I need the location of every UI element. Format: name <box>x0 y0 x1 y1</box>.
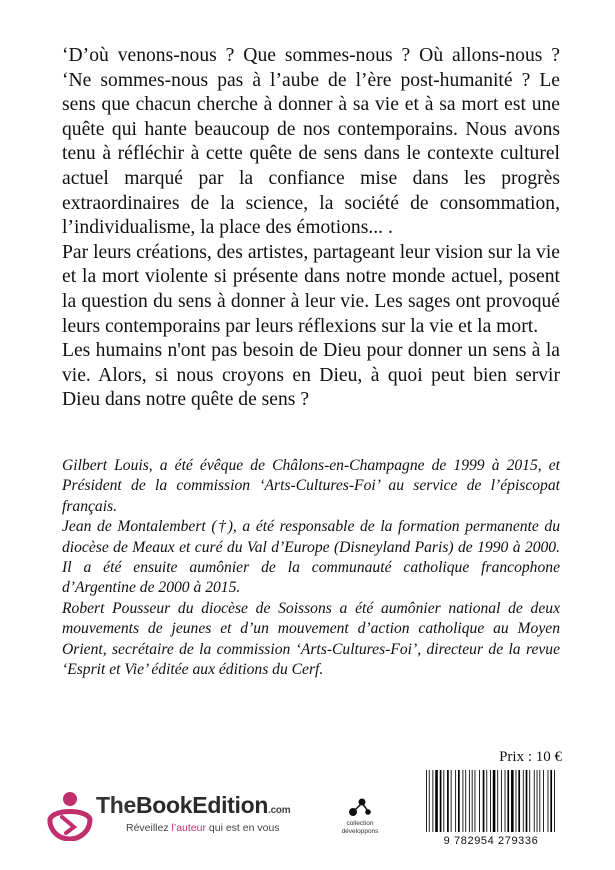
tagline-post: qui est en vous <box>205 822 280 834</box>
summary-paragraph-1: ‘D’où venons-nous ? Que sommes-nous ? Où allons-nous ? ‘Ne sommes-nous pas à l’aube de l’ère post-humanité ? Le sens que chacun cherche à donner à sa vie et à sa mort est une quête qui hante beaucoup de nos contemporains. Nous avons tenu à réfléchir à cette quête de sens dans le contexte culturel actuel marqué par la confiance mise dans les progrès extraordinaires de la science, la société de consommation, l’individualisme, la place des émotions... . <box>62 45 560 239</box>
summary-paragraph-2: Par leurs créations, des artistes, partageant leur vision sur la vie et la mort violente si présente dans notre monde actuel, posent la question du sens à donner à leur vie. Les sages ont provoqué leurs contemporains par leurs réflexions sur la vie et la mort. <box>62 241 560 337</box>
tagline-highlight: l’auteur <box>171 822 206 834</box>
collection-line-1: collection <box>346 820 374 827</box>
price-label: Prix : 10 € <box>499 749 562 765</box>
publisher-logo <box>44 789 324 849</box>
tagline-pre: Réveillez <box>126 822 172 834</box>
bio-robert-pousseur: Robert Pousseur du diocèse de Soissons a été aumônier national de deux mouvements de jeunes et d’un mouvement d’action catholique au Moyen Orient, secrétaire de la commission ‘Arts-Cultures-Foi’, directeur de la revue ‘Esprit et Vie’ éditée aux éditions du Cerf. <box>62 599 560 679</box>
barcode <box>422 770 560 847</box>
collection-logo <box>330 797 390 851</box>
publisher-brand <box>96 792 290 819</box>
brand-book: BookEdition <box>136 792 269 818</box>
summary-paragraph-3: Les humains n'ont pas besoin de Dieu pour donner un sens à la vie. Alors, si nous croyons en Dieu, à quoi peut bien servir Dieu dans notre quête de sens ? <box>62 340 560 411</box>
publisher-tagline <box>126 822 280 834</box>
collection-line-2: développons <box>341 827 379 835</box>
brand-the: The <box>96 792 136 818</box>
collection-label <box>330 820 390 835</box>
molecule-icon <box>330 797 390 819</box>
barcode-number: 9 782954 279336 <box>443 835 539 847</box>
person-logo-icon <box>44 789 96 841</box>
bio-gilbert-louis: Gilbert Louis, a été évêque de Châlons-en-Champagne de 1999 à 2015, et Président de la commission ‘Arts-Cultures-Foi’ au service de l’épiscopat français. <box>62 457 560 515</box>
author-biographies <box>62 456 560 680</box>
back-cover-summary <box>62 44 560 413</box>
bio-jean-de-montalembert: Jean de Montalembert (†), a été responsable de la formation permanente du diocèse de Meaux et curé du Val d’Europe (Disneyland Paris) de 1990 à 2000. Il a été ensuite aumônier de la communauté catholique francophone d’Argentine de 2000 à 2015. <box>62 518 560 597</box>
brand-dotcom: .com <box>268 805 291 816</box>
barcode-bars <box>422 770 560 834</box>
